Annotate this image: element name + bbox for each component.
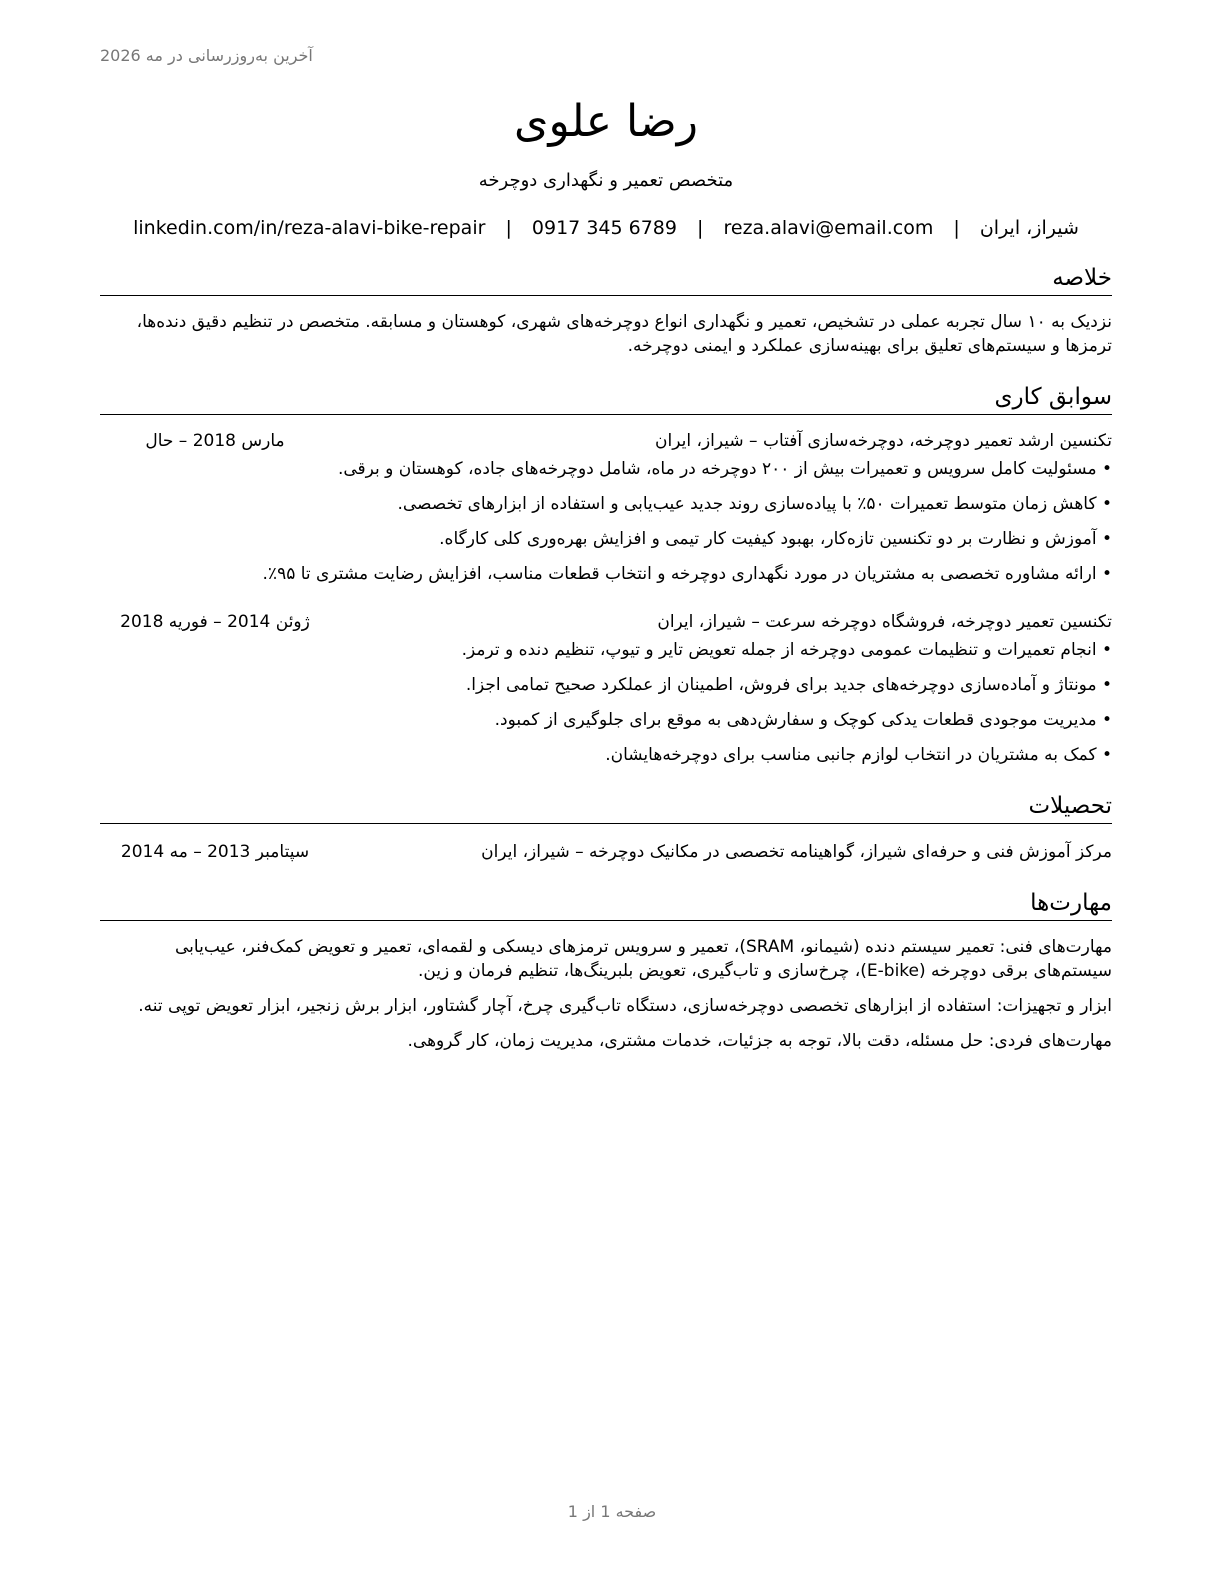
contact-separator: |	[505, 217, 512, 239]
job-bullet: • مونتاژ و آماده‌سازی دوچرخه‌های جدید برای فروش، اطمینان از عملکرد صحیح تمامی اجزا.	[100, 673, 1112, 697]
job-heading: تکنسین تعمیر دوچرخه، فروشگاه دوچرخه سرعت – شیراز، ایران	[657, 612, 1112, 632]
contact-email[interactable]: reza.alavi@email.com	[723, 217, 934, 239]
job-heading: تکنسین ارشد تعمیر دوچرخه، دوچرخه‌سازی آفتاب – شیراز، ایران	[655, 431, 1112, 451]
job-dates: ژوئن 2014 – فوریه 2018	[120, 612, 310, 632]
contact-linkedin[interactable]: linkedin.com/in/reza-alavi-bike-repair	[133, 217, 486, 239]
resume-name: رضا علوی	[514, 96, 698, 147]
education-text: مرکز آموزش فنی و حرفه‌ای شیراز، گواهینامه تخصصی در مکانیک دوچرخه – شیراز، ایران	[481, 842, 1112, 862]
summary-heading: خلاصه	[100, 263, 1112, 296]
job-bullet: • مدیریت موجودی قطعات یدکی کوچک و سفارش‌دهی به موقع برای جلوگیری از کمبود.	[100, 708, 1112, 732]
job-bullet: • ارائه مشاوره تخصصی به مشتریان در مورد نگهداری دوچرخه و انتخاب قطعات مناسب، افزایش رضایت مشتری تا ۹۵٪.	[100, 562, 1112, 586]
education-heading: تحصیلات	[100, 791, 1112, 824]
skill-item: مهارت‌های فردی: حل مسئله، دقت بالا، توجه به جزئیات، خدمات مشتری، مدیریت زمان، کار گروهی.	[407, 1031, 1112, 1051]
job-bullet: • کمک به مشتریان در انتخاب لوازم جانبی مناسب برای دوچرخه‌هایشان.	[100, 743, 1112, 767]
skills-list	[100, 935, 1112, 1053]
job-dates: مارس 2018 – حال	[145, 431, 285, 451]
resume-role: متخصص تعمیر و نگهداری دوچرخه	[478, 170, 734, 191]
skill-item: ابزار و تجهیزات: استفاده از ابزارهای تخصصی دوچرخه‌سازی، دستگاه تاب‌گیری چرخ، آچار گشتاور، ابزار برش زنجیر، ابزار تعویض توپی تنه.	[138, 996, 1112, 1016]
contact-separator: |	[953, 217, 960, 239]
job-entry	[100, 429, 1112, 586]
resume-page	[100, 92, 1112, 1064]
education-dates: سپتامبر 2013 – مه 2014	[120, 842, 310, 862]
experience-heading: سوابق کاری	[100, 382, 1112, 415]
education-entry	[100, 840, 1112, 864]
last-updated-note: آخرین به‌روزرسانی در مه 2026	[100, 46, 313, 65]
skills-heading: مهارت‌ها	[100, 888, 1112, 921]
contact-phone[interactable]: 0917 345 6789	[531, 217, 677, 239]
contact-line	[100, 217, 1112, 239]
job-bullet: • مسئولیت کامل سرویس و تعمیرات بیش از ۲۰۰ دوچرخه در ماه، شامل دوچرخه‌های جاده، کوهستان و برقی.	[100, 457, 1112, 481]
job-bullets	[100, 457, 1112, 586]
contact-location: شیراز، ایران	[979, 217, 1079, 239]
job-entry	[100, 610, 1112, 767]
page-number: صفحه 1 از 1	[567, 1502, 657, 1521]
job-bullet: • کاهش زمان متوسط تعمیرات ۵۰٪ با پیاده‌سازی روند جدید عیب‌یابی و استفاده از ابزارهای تخصصی.	[100, 492, 1112, 516]
job-bullet: • آموزش و نظارت بر دو تکنسین تازه‌کار، بهبود کیفیت کار تیمی و افزایش بهره‌وری کلی کارگاه.	[100, 527, 1112, 551]
summary-text: نزدیک به ۱۰ سال تجربه عملی در تشخیص، تعمیر و نگهداری انواع دوچرخه‌های شهری، کوهستان و مسابقه. متخصص در تنظیم دقیق دنده‌ها، ترمزها و سیستم‌های تعلیق برای بهینه‌سازی عملکرد و ایمنی دوچرخه.	[136, 312, 1112, 356]
contact-separator: |	[697, 217, 704, 239]
job-bullets	[100, 638, 1112, 767]
job-bullet: • انجام تعمیرات و تنظیمات عمومی دوچرخه از جمله تعویض تایر و تیوپ، تنظیم دنده و ترمز.	[100, 638, 1112, 662]
skill-item: مهارت‌های فنی: تعمیر سیستم دنده (شیمانو، SRAM)، تعمیر و سرویس ترمزهای دیسکی و لقمه‌ای، تعمیر و تعویض کمک‌فنر، عیب‌یابی سیستم‌های برقی دوچرخه (E-bike)، چرخ‌سازی و تاب‌گیری، تعویض بلبرینگ‌ها، تنظیم فرمان و زین.	[175, 937, 1112, 981]
